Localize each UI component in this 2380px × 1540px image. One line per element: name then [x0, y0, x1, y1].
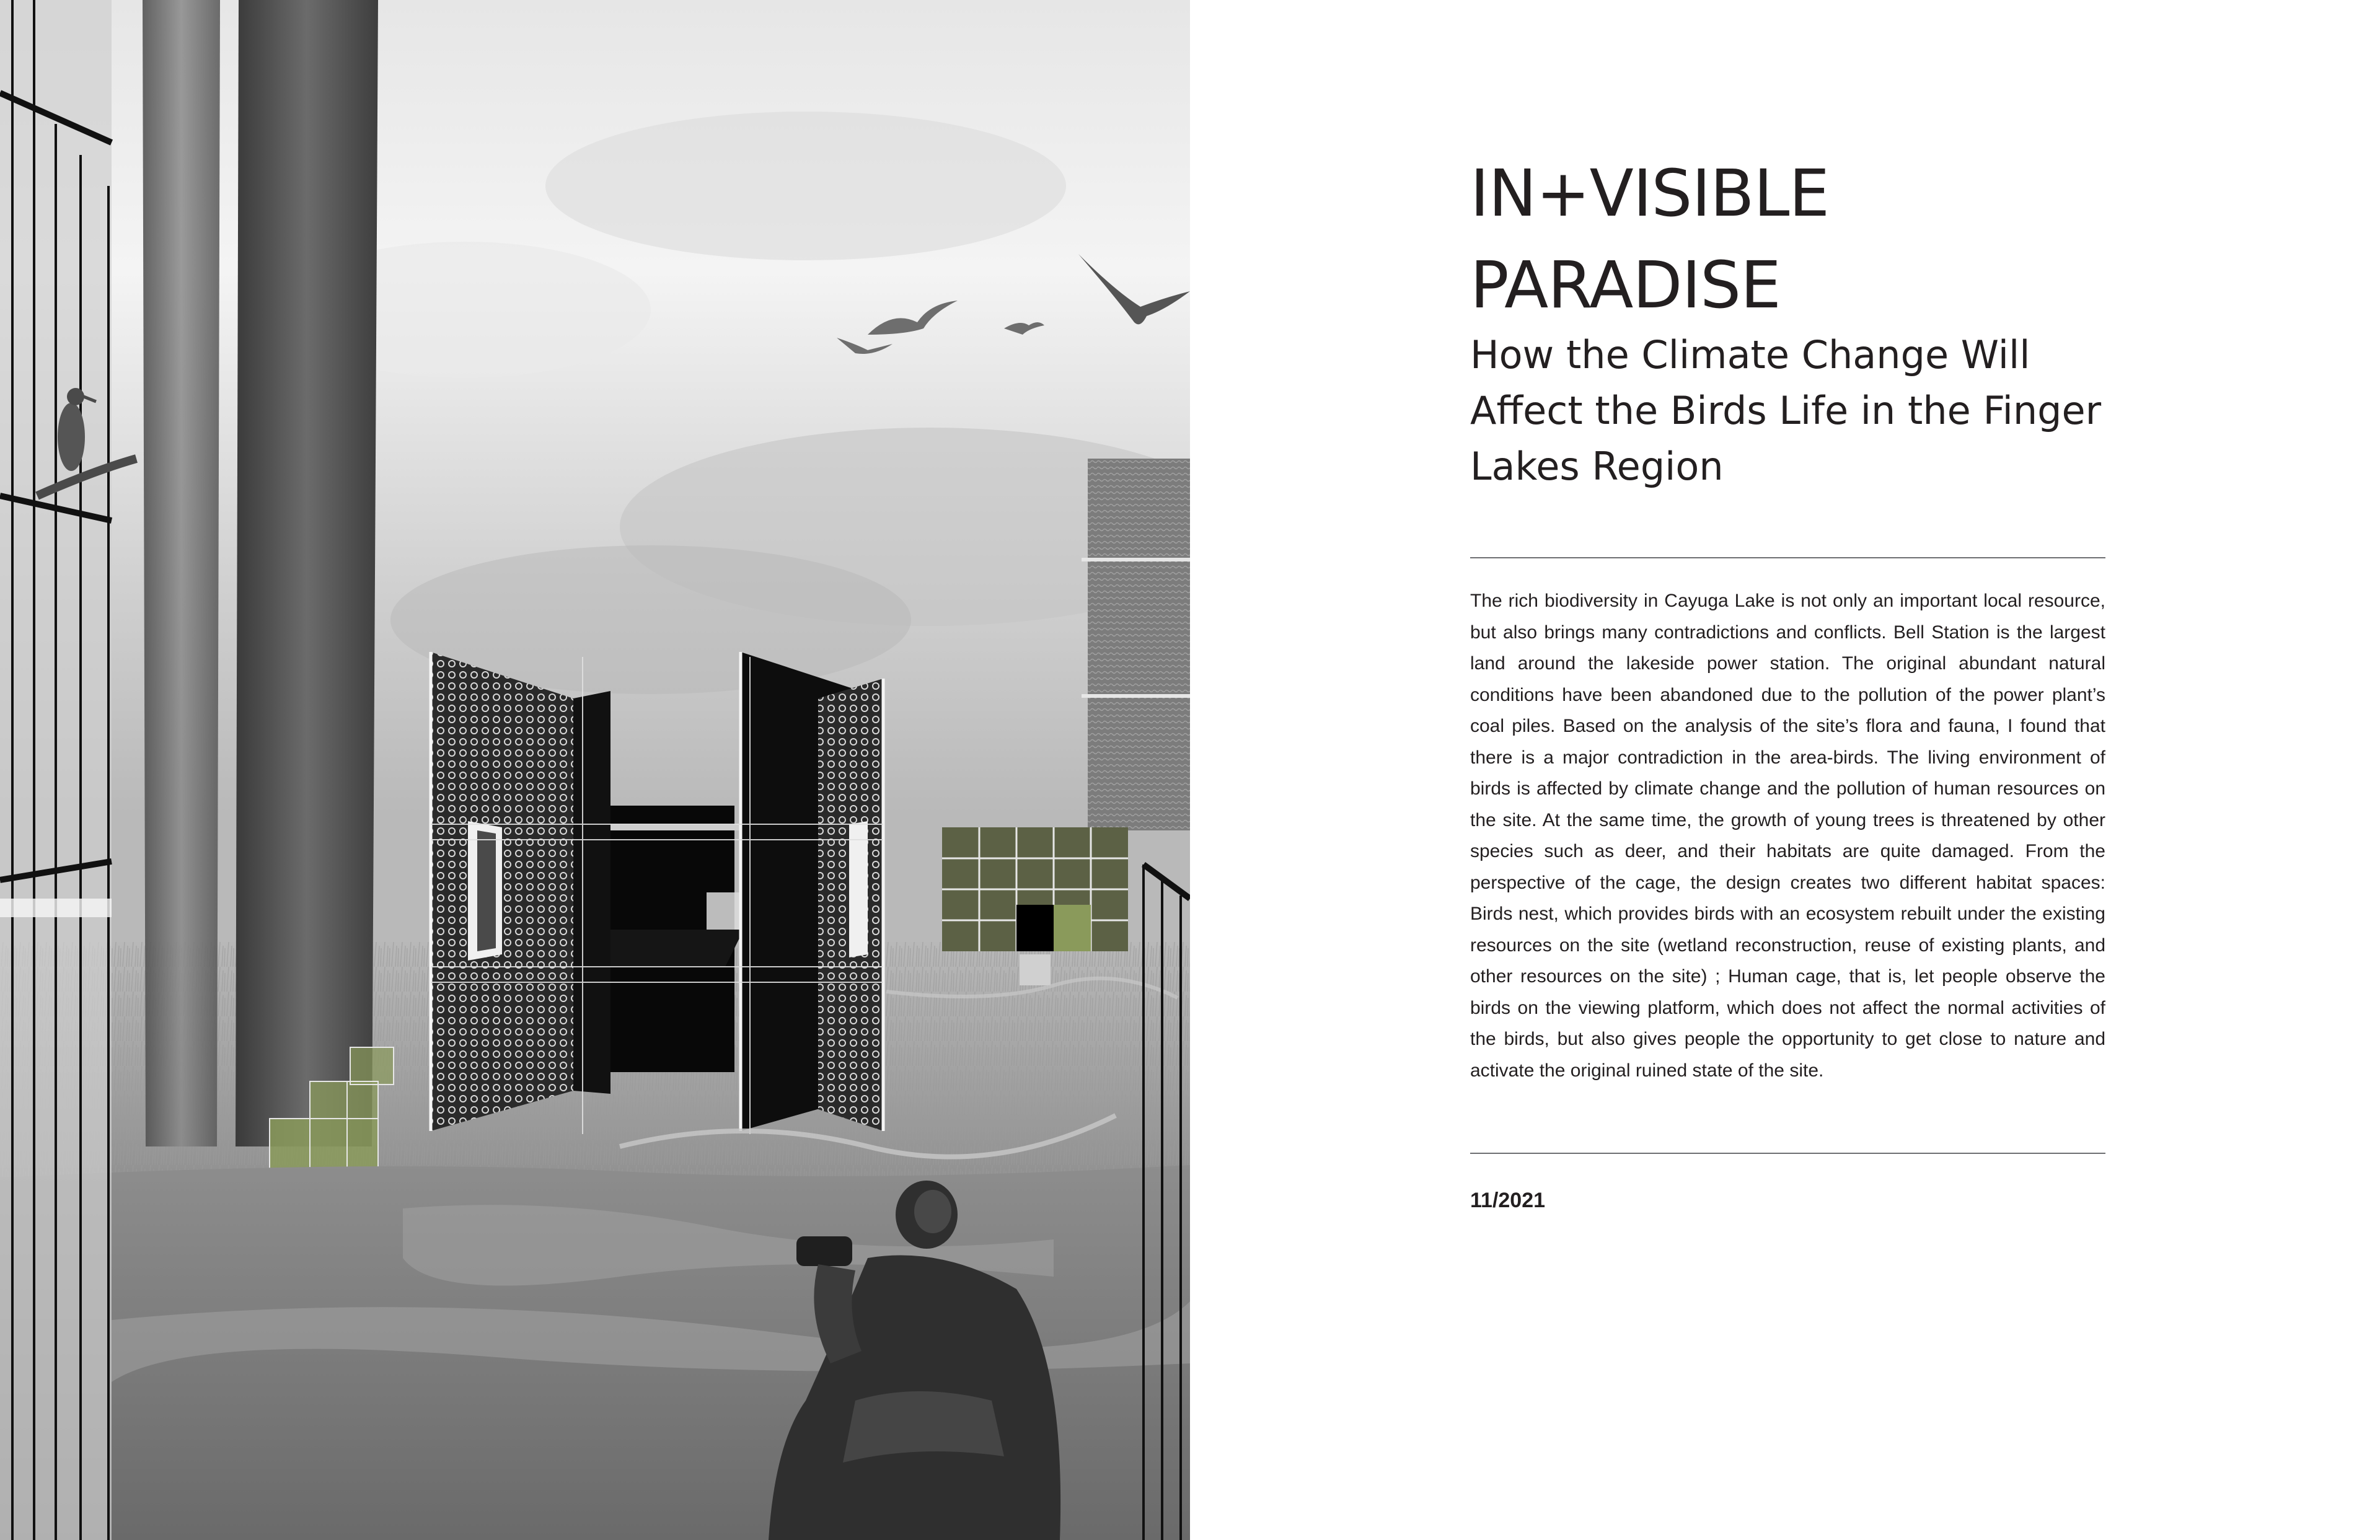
page-subtitle: How the Climate Change Will Affect the Birds Life in the Finger Lakes Region	[1470, 332, 2102, 489]
divider-bottom	[1470, 1153, 2105, 1154]
body-paragraph: The rich biodiversity in Cayuga Lake is not only an important local resource, but also brings many contradictions and conflicts. Bell Station is the largest land around the lakeside power station. The original abundant natural conditions have been abandoned due to the pollution of the power plant’s coal piles. Based on the analysis of the site’s flora and fauna, I found that there is a major contradiction in the area-birds. The living environment of birds is affected by climate change and the pollution of human resources on the site. At the same time, the growth of young trees is threatened by other species such as deer, and their habitats are quite damaged. From the perspective of the cage, the design creates two different habitat spaces: Birds nest, which provides birds with an ecosystem rebuilt under the existing resources on the site (wetland reconstruction, reuse of existing plants, and other resources on the site) ; Human cage, that is, let people observe the birds on the viewing platform, which does not affect the normal activities of the birds, but also gives people the opportunity to get close to nature and activate the original ruined state of the site.	[1470, 591, 2105, 1081]
page-title	[1470, 147, 1829, 331]
title-line-1: IN+VISIBLE	[1470, 156, 1830, 231]
title-line-2: PARADISE	[1470, 247, 1781, 323]
divider-top	[1470, 557, 2105, 558]
date-label: 11/2021	[1470, 1189, 1546, 1212]
text-page	[1190, 0, 2380, 1540]
